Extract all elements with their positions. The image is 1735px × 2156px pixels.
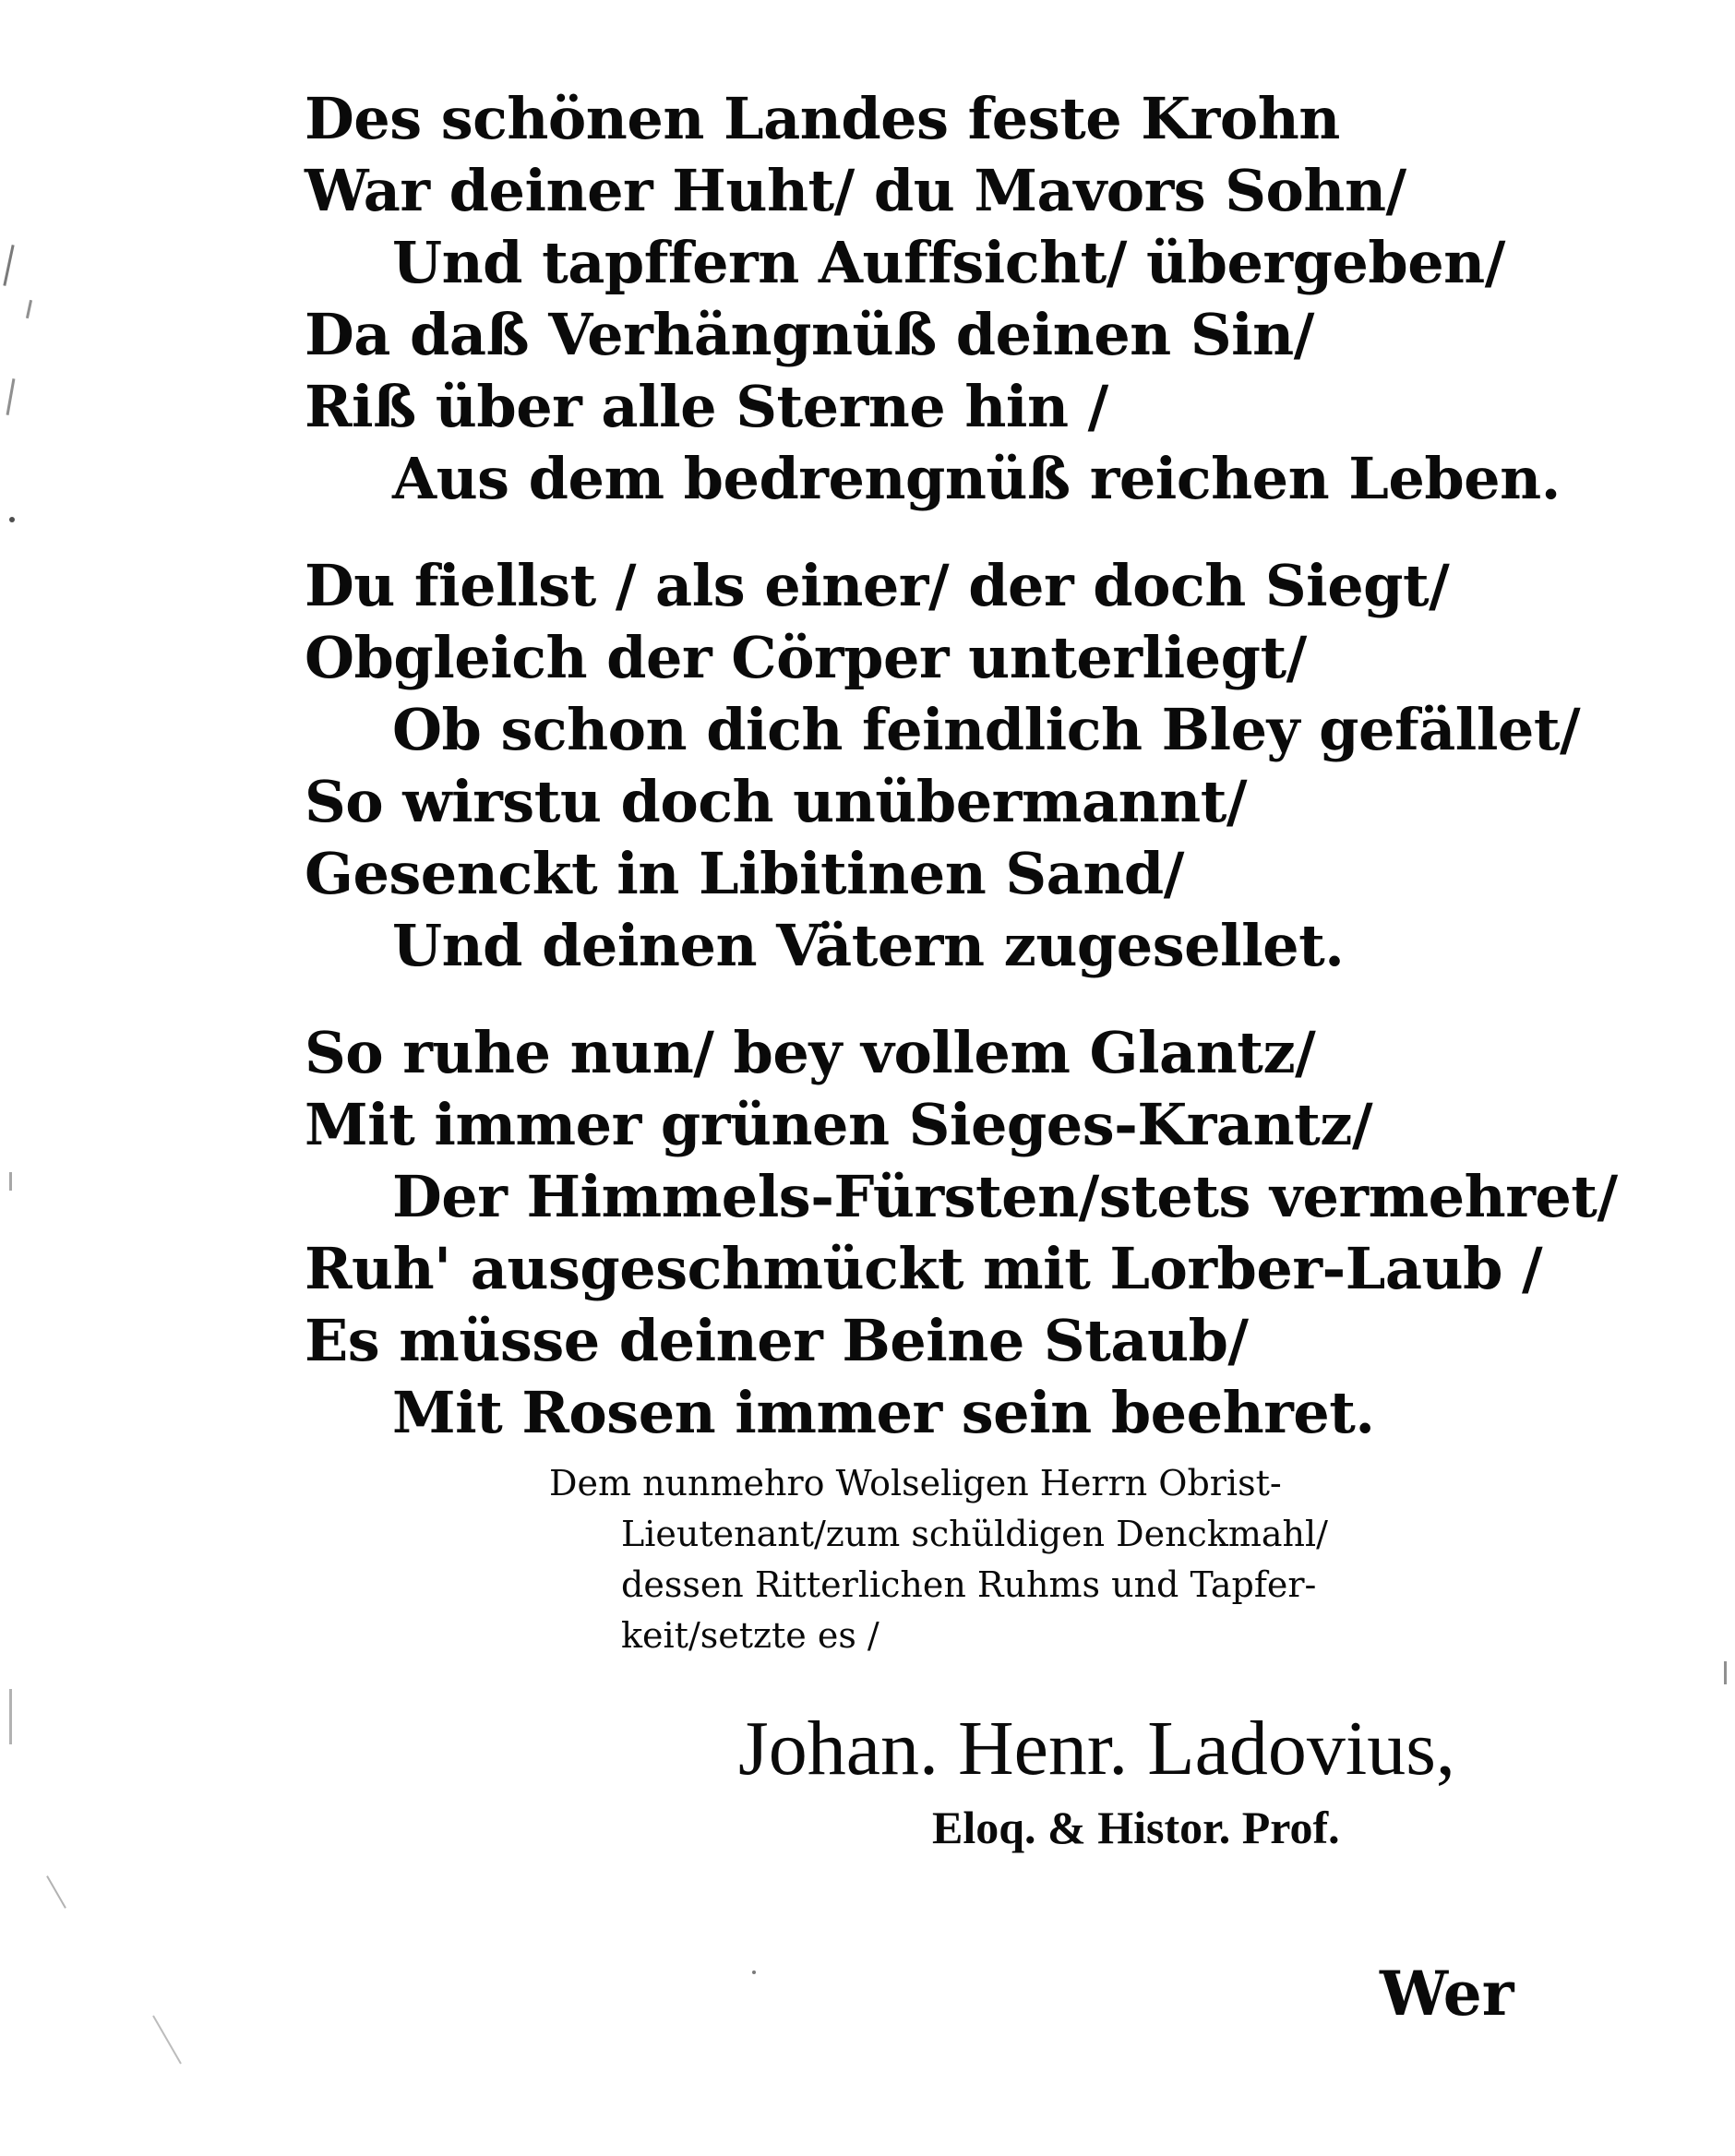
stanza-2 xyxy=(305,550,1581,982)
author-name: Johan. Henr. Ladovius, xyxy=(738,1706,1455,1791)
scan-artifact xyxy=(3,245,14,286)
poem-line: Riß über alle Sterne hin / xyxy=(305,373,1108,440)
poem-line: Du fiellst / als einer/ der doch Siegt/ xyxy=(305,552,1450,619)
poem-line: Ob schon dich feindlich Bley gefället/ xyxy=(392,696,1581,763)
stanza-1 xyxy=(305,83,1561,515)
poem-line: Des schönen Landes feste Krohn xyxy=(305,85,1340,152)
dedication-line: dessen Ritterlichen Ruhms und Tapfer- xyxy=(621,1564,1317,1605)
poem-line: Ruh' ausgeschmückt mit Lorber-Laub / xyxy=(305,1235,1543,1302)
scan-artifact xyxy=(9,1689,12,1744)
poem-line: Es müsse deiner Beine Staub/ xyxy=(305,1307,1249,1374)
poem-line: Da daß Verhängnüß deinen Sin/ xyxy=(305,301,1314,368)
scan-artifact xyxy=(152,2016,182,2065)
poem-line: War deiner Huht/ du Mavors Sohn/ xyxy=(305,157,1406,224)
author-title: Eloq. & Histor. Prof. xyxy=(932,1802,1340,1853)
poem-line: Und deinen Vätern zugesellet. xyxy=(392,912,1345,979)
stanza-3 xyxy=(305,1017,1618,1449)
poem-line: Aus dem bedrengnüß reichen Leben. xyxy=(392,445,1561,512)
scan-artifact xyxy=(752,1970,756,1974)
scan-artifact xyxy=(1724,1661,1727,1684)
dedication-line: Dem nunmehro Wolseligen Herrn Obrist- xyxy=(549,1463,1282,1503)
scan-artifact xyxy=(46,1875,66,1909)
dedication xyxy=(549,1458,1380,1661)
poem-line: Gesenckt in Libitinen Sand/ xyxy=(305,840,1184,907)
catchword: Wer xyxy=(1380,1958,1514,2030)
poem-line: Mit Rosen immer sein beehret. xyxy=(392,1379,1375,1446)
scan-artifact xyxy=(9,1172,12,1191)
poem-line: So ruhe nun/ bey vollem Glantz/ xyxy=(305,1019,1316,1086)
poem-line: Mit immer grünen Sieges-Krantz/ xyxy=(305,1091,1373,1158)
scan-artifact xyxy=(9,517,15,522)
scan-artifact xyxy=(26,300,32,318)
poem-line: Der Himmels-Fürsten/stets vermehret/ xyxy=(392,1163,1618,1230)
poem-line: Obgleich der Cörper unterliegt/ xyxy=(305,624,1307,691)
dedication-line: keit/setzte es / xyxy=(621,1615,879,1656)
poem xyxy=(305,83,1618,1484)
poem-line: Und tapffern Auffsicht/ übergeben/ xyxy=(392,229,1505,296)
poem-line: So wirstu doch unübermannt/ xyxy=(305,768,1248,835)
dedication-line: Lieutenant/zum schüldigen Denckmahl/ xyxy=(621,1514,1328,1554)
scan-artifact xyxy=(6,378,16,415)
